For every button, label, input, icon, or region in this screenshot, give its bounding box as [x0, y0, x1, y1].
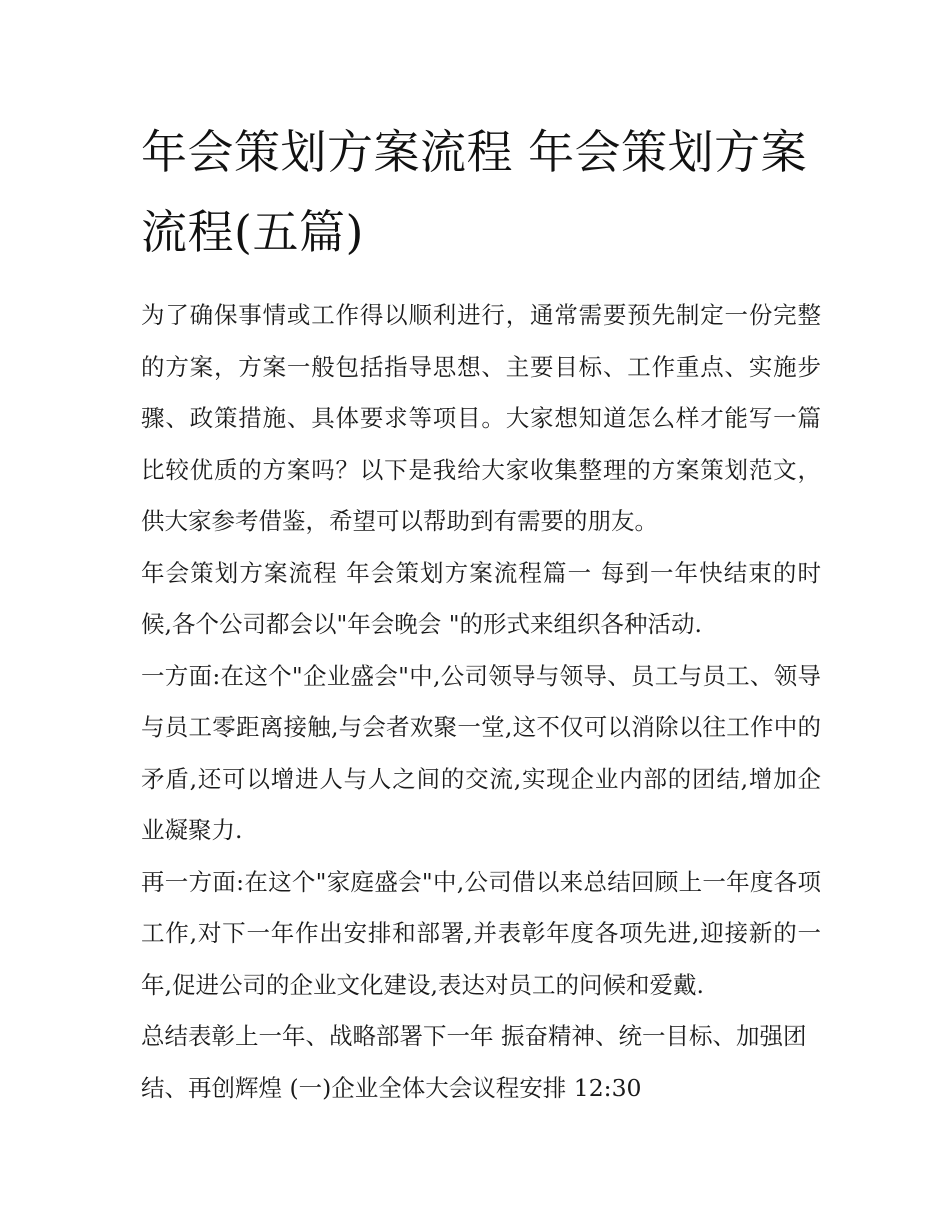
theme-agenda-paragraph: 总结表彰上一年、战略部署下一年 振奋精神、统一目标、加强团结、再创辉煌 (一)企业全体大会议程安排 12:30	[141, 1022, 807, 1102]
section-one-paragraph: 年会策划方案流程 年会策划方案流程篇一 每到一年快结束的时候,各个公司都会以"年会晚会 "的形式来组织各种活动.	[141, 558, 821, 638]
document-page	[141, 112, 821, 1114]
document-title: 年会策划方案流程 年会策划方案流程(五篇)	[141, 125, 808, 259]
second-aspect-paragraph: 再一方面:在这个"家庭盛会"中,公司借以来总结回顾上一年度各项工作,对下一年作出安排和部署,并表彰年度各项先进,迎接新的一年,促进公司的企业文化建设,表达对员工的问候和爱戴.	[141, 867, 821, 999]
first-aspect-paragraph: 一方面:在这个"企业盛会"中,公司领导与领导、员工与员工、领导与员工零距离接触,与会者欢聚一堂,这不仅可以消除以往工作中的矛盾,还可以增进人与人之间的交流,实现企业内部的团结,增加企业凝聚力.	[141, 661, 821, 844]
document-body	[141, 290, 821, 1114]
intro-paragraph: 为了确保事情或工作得以顺利进行，通常需要预先制定一份完整的方案，方案一般包括指导思想、主要目标、工作重点、实施步骤、政策措施、具体要求等项目。大家想知道怎么样才能写一篇比较优质的方案吗？以下是我给大家收集整理的方案策划范文，供大家参考借鉴，希望可以帮助到有需要的朋友。	[141, 301, 821, 535]
